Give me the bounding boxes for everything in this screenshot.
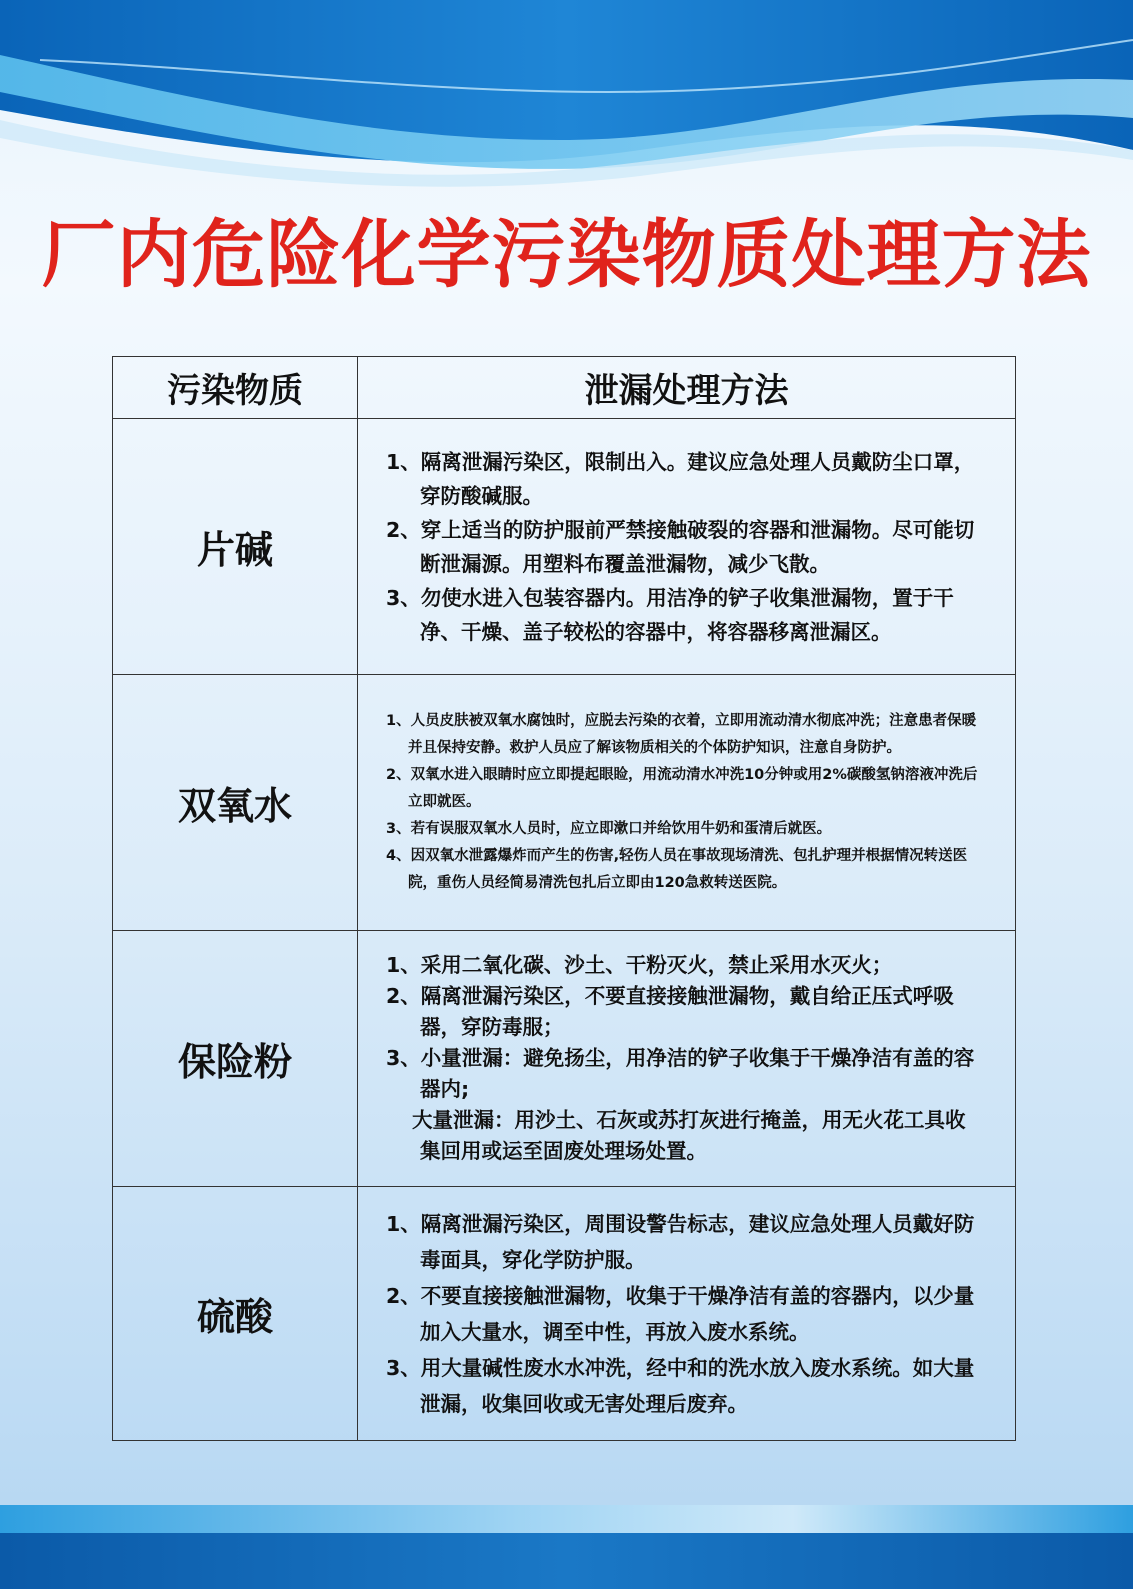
method-item: 大量泄漏：用沙土、石灰或苏打灰进行掩盖，用无火花工具收集回用或运至固废处理场处置。 (412, 1108, 966, 1163)
method-cell (358, 675, 1015, 931)
method-item: 1、隔离泄漏污染区，限制出入。建议应急处理人员戴防尘口罩，穿防酸碱服。 (386, 449, 975, 508)
table-header-method: 泄漏处理方法 (358, 357, 1015, 419)
method-item: 2、穿上适当的防护服前严禁接触破裂的容器和泄漏物。尽可能切断泄漏源。用塑料布覆盖泄漏物，减少飞散。 (386, 517, 975, 576)
method-item: 1、隔离泄漏污染区，周围设警告标志，建议应急处理人员戴好防毒面具，穿化学防护服。 (386, 1211, 975, 1272)
method-item: 3、勿使水进入包装容器内。用洁净的铲子收集泄漏物，置于干净、干燥、盖子较松的容器中，将容器移离泄漏区。 (386, 585, 954, 644)
method-item: 3、用大量碱性废水水冲洗，经中和的洗水放入废水系统。如大量泄漏，收集回收或无害处理后废弃。 (386, 1355, 975, 1416)
footer-light-stripe (0, 1505, 1133, 1533)
method-cell (358, 419, 1015, 675)
method-item: 2、隔离泄漏污染区，不要直接接触泄漏物，戴自给正压式呼吸器，穿防毒服； (386, 984, 954, 1039)
method-item: 3、小量泄漏：避免扬尘，用净洁的铲子收集于干燥净洁有盖的容器内; (386, 1046, 975, 1101)
method-item: 4、因双氧水泄露爆炸而产生的伤害,轻伤人员在事故现场清洗、包扎护理并根据情况转送医院，重伤人员经简易清洗包扎后立即由120急救转送医院。 (386, 848, 968, 891)
method-cell (358, 931, 1015, 1187)
method-item: 2、不要直接接触泄漏物，收集于干燥净洁有盖的容器内，以少量加入大量水，调至中性，再放入废水系统。 (386, 1283, 975, 1344)
method-item: 3、若有误服双氧水人员时，应立即漱口并给饮用牛奶和蛋清后就医。 (386, 821, 832, 837)
method-item: 2、双氧水进入眼睛时应立即提起眼睑，用流动清水冲洗10分钟或用2%碳酸氢钠溶液冲洗后立即就医。 (386, 767, 978, 810)
substance-name: 片碱 (113, 419, 358, 675)
method-list (386, 445, 985, 649)
method-list (386, 1206, 985, 1422)
header-wave-decoration (0, 0, 1133, 200)
page-title: 厂内危险化学污染物质处理方法 (41, 212, 1092, 298)
hazard-table (112, 356, 1016, 1441)
method-item: 1、采用二氧化碳、沙土、干粉灭火，禁止采用水灭火； (386, 953, 893, 977)
footer-dark-stripe (0, 1533, 1133, 1589)
method-list (386, 950, 985, 1167)
method-list (386, 708, 985, 897)
substance-name: 硫酸 (113, 1187, 358, 1440)
method-item: 1、人员皮肤被双氧水腐蚀时，应脱去污染的衣着，立即用流动清水彻底冲洗；注意患者保暖并且保持安静。救护人员应了解该物质相关的个体防护知识，注意自身防护。 (386, 713, 977, 756)
substance-name: 双氧水 (113, 675, 358, 931)
substance-name: 保险粉 (113, 931, 358, 1187)
table-header-substance: 污染物质 (113, 357, 358, 419)
footer-band (0, 1505, 1133, 1589)
method-cell (358, 1187, 1015, 1440)
